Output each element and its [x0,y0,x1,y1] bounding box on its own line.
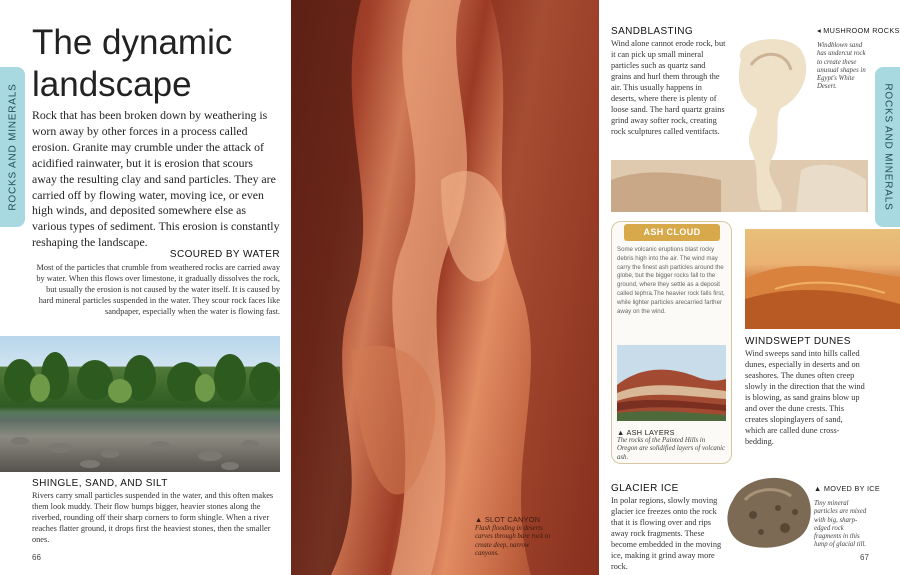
ash-layers-heading: ASH LAYERS [626,428,675,437]
triangle-left-icon: ◂ [817,26,821,35]
page-title: The dynamic landscape [32,23,233,104]
moved-by-ice-caption: Tiny mineral particles are mixed with big, sharp-edged rock fragments in this lump of glacial till. [814,500,867,549]
slot-canyon-caption: Flash flooding in deserts carves through bare rock to create deep, narrow canyons. [475,525,551,557]
sandblasting-heading: SANDBLASTING [611,26,694,37]
triangle-up-icon-2: ▲ [814,484,822,493]
page-number-right: 67 [860,553,869,562]
mushroom-heading: MUSHROOM ROCKS [823,26,900,35]
river-photo [0,336,280,472]
windswept-text: Wind sweeps sand into hills called dunes, especially in deserts and on seashores. The dunes often creep slowly in the direction that the wind is blowing, as sand grains blow up and over the dune crests. This creates slopinglayers of sand, which are called dune cross-bedding. [745,349,865,446]
ash-layers-caption: The rocks of the Painted Hills in Oregon are solidified layers of volcanic ash. [617,437,726,461]
glacier-text: In polar regions, slowly moving glacier ice freezes onto the rock that it is flowing over and rips away rock fragments. These become embedded in the moving ice, making it grind away more rock. [611,496,722,571]
glacier-heading: GLACIER ICE [611,483,679,494]
slot-canyon-photo [291,0,599,575]
shingle-text: Rivers carry small particles suspended in the water, and this often makes them look muddy. Their flow bumps bigger, heavier stones along the riverbed, rounding off their sharp corners to form shingle. When a river reaches flatter ground, it drops first the heaviest stones, then the smaller ones. [32,491,274,544]
side-tab-left [0,67,25,227]
windswept-heading: WINDSWEPT DUNES [745,336,851,347]
ash-cloud-text: Some volcanic eruptions blast rocky debris high into the air. The wind may carry the finest ash particles around the globe, but the bigger rocks fall to the ground, where they settle as a deposit called tephra.The heavier rock falls first, while lighter particles arecarried farther away on the wind. [617,246,725,315]
dunes-photo [745,229,900,329]
shingle-heading: SHINGLE, SAND, AND SILT [32,478,168,489]
triangle-up-icon: ▲ [617,428,625,437]
painted-hills-photo [617,345,726,421]
intro-paragraph: Rock that has been broken down by weathering is worn away by other forces in a process called erosion. Granite may crumble under the attack of acidified rainwater, but it is erosion that scours away the resulting clay and sand particles. They are carried off by flowing water, moving ice, or even high winds, and deposited somewhere else as various types of sediment. This erosion is constantly reshaping the landscape. [32,108,280,250]
mushroom-caption: Windblown sand has undercut rock to create these unusual shapes in Egypt's White Desert. [817,42,866,91]
ash-cloud-heading: ASH CLOUD [624,224,720,241]
side-tab-right [875,67,900,227]
scoured-text: Most of the particles that crumble from weathered rocks are carried away by water. When this flows over limestone, it gradually dissolves the rock, but usually the erosion is not caused by the water itself. It is caused by hard mineral particles suspended in the water. They scour rock faces like sandpaper, especially when the water is flowing fast. [36,263,280,316]
side-tab-label-right: ROCKS AND MINERALS [882,83,893,211]
scoured-heading: SCOURED BY WATER [169,249,280,260]
moved-by-ice-heading: MOVED BY ICE [823,484,881,493]
glacial-till-photo [723,470,815,552]
triangle-marker-icon: ▲ [475,515,483,524]
page-number-left: 66 [32,553,41,562]
sandblasting-text: Wind alone cannot erode rock, but it can pick up small mineral particles such as quartz sand grains and hurl them through the air. This usually happens in deserts, where there is plenty of loose sand. The hard quartz grains grind away softer rock, creating rock sculptures called ventifacts. [611,39,726,136]
slot-canyon-heading: SLOT CANYON [484,515,541,524]
side-tab-label: ROCKS AND MINERALS [7,83,18,211]
